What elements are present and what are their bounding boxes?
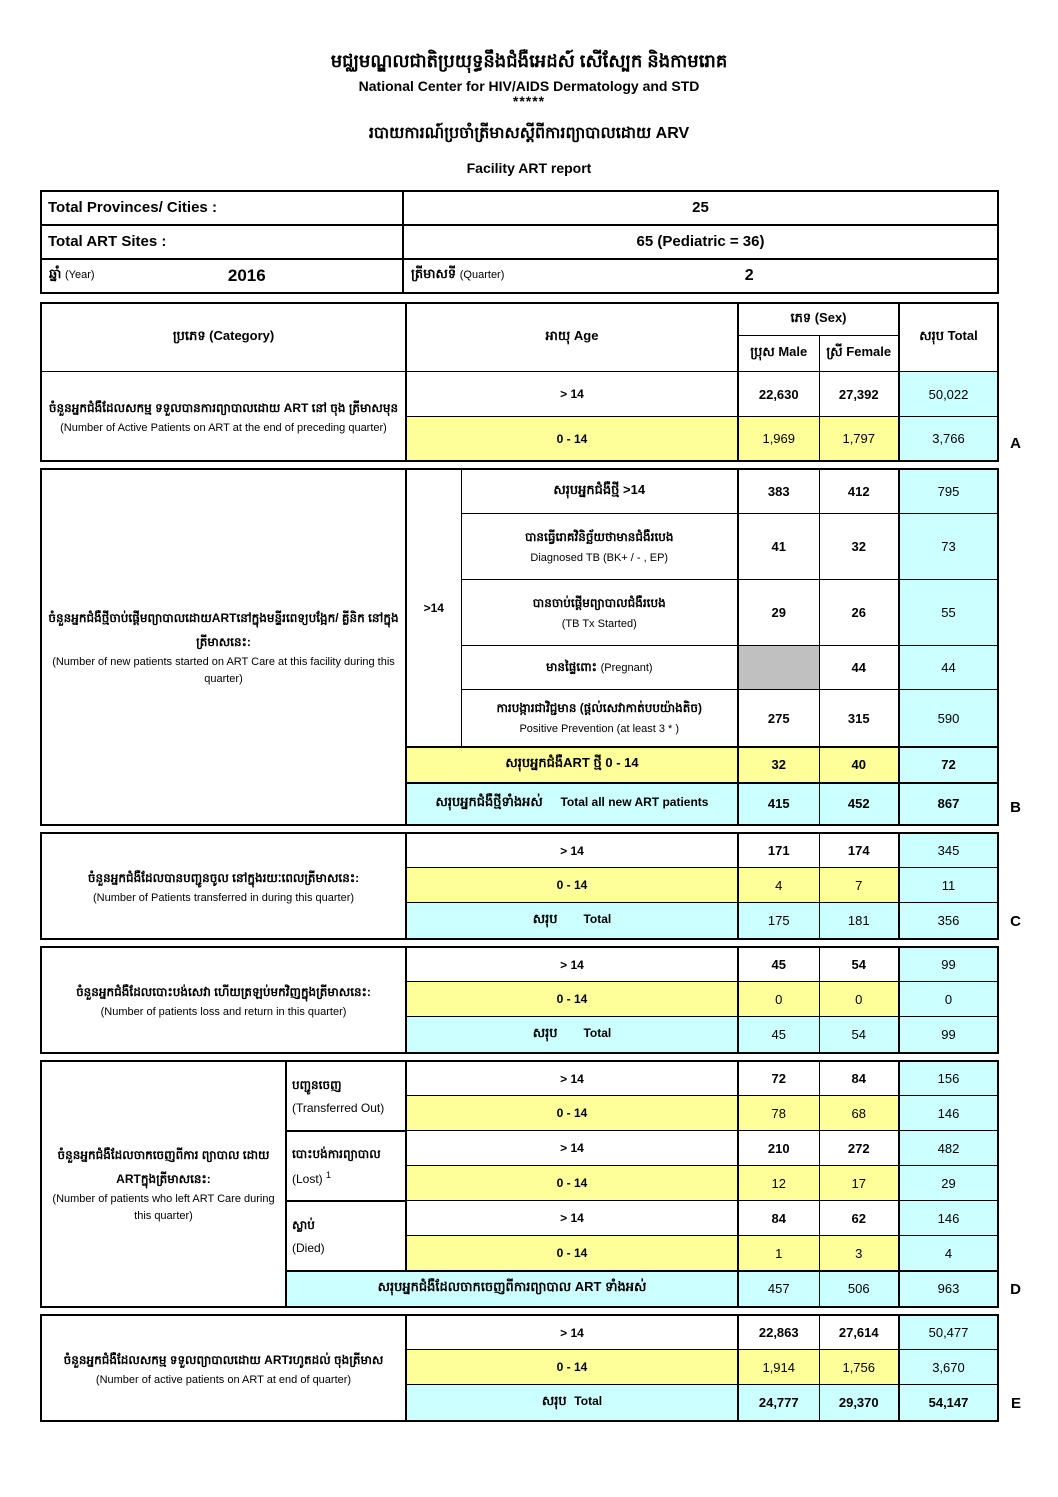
d-lost-under14-male: 12 xyxy=(738,1166,819,1201)
b-new-over14-female: 412 xyxy=(819,469,899,514)
d-died-label xyxy=(286,1201,406,1271)
report-title-khmer: របាយការណ៍ប្រចាំត្រីមាសស្តីពីការព្យាបាលដោយ ARV xyxy=(368,124,690,142)
b-category-cell xyxy=(41,469,406,825)
d-lost-over14-total: 482 xyxy=(899,1131,998,1166)
b-tb-diagnosed-male: 41 xyxy=(738,514,819,580)
d-category-khmer: ចំនួនអ្នកជំងឺដែលចាកចេញពីការ ព្យាបាល ដោយ ARTក្នុងត្រីមាសនេះ: xyxy=(57,1148,270,1187)
b-positive-prevention-label xyxy=(461,690,738,747)
loss-return-table xyxy=(40,946,999,1054)
b-age-group-cell: >14 xyxy=(406,469,461,747)
a-under14-female: 1,797 xyxy=(819,417,899,461)
b-tb-diagnosed-khmer: បានធ្វើរោគវិនិច្ឆ័យថាមានជំងឺរបេង xyxy=(524,530,674,545)
e-under14-age: 0 - 14 xyxy=(406,1350,738,1385)
female-header: ស្រី Female xyxy=(819,336,899,372)
d-total-female: 506 xyxy=(819,1271,899,1307)
b-positive-prevention-khmer: ការបង្ការជាវិជ្ជមាន (ផ្តល់សេវាកាត់បបយ៉ាងតិច) xyxy=(496,701,703,716)
org-title-english: National Center for HIV/AIDS Dermatology and STD xyxy=(358,78,700,95)
lr-under14-age: 0 - 14 xyxy=(406,982,738,1017)
b-positive-prevention-male: 275 xyxy=(738,690,819,747)
b-tb-diagnosed-total: 73 xyxy=(899,514,998,580)
b-tb-started-male: 29 xyxy=(738,580,819,646)
category-header: ប្រភេទ (Category) xyxy=(41,303,406,372)
b-total-male: 415 xyxy=(738,783,819,825)
divider-stars: ***** xyxy=(512,93,546,110)
d-transferred-under14-male: 78 xyxy=(738,1096,819,1131)
b-tb-started-khmer: បានចាប់ផ្តើមព្យាបាលជំងឺរបេង xyxy=(532,596,666,611)
d-died-over14-age: > 14 xyxy=(406,1201,738,1236)
sites-label: Total ART Sites : xyxy=(41,225,403,259)
d-total-total: 963 xyxy=(899,1271,998,1307)
quarter-value: 2 xyxy=(744,266,754,284)
d-transferred-out-english: (Transferred Out) xyxy=(292,1101,385,1116)
year-quarter-row xyxy=(41,259,998,293)
total-header: សរុប Total xyxy=(899,303,998,372)
section-d-left-art-care xyxy=(40,1060,1021,1308)
quarter-label-english: (Quarter) xyxy=(459,269,505,282)
c-total-label-khmer: សរុប xyxy=(532,911,558,927)
d-lost-under14-female: 17 xyxy=(819,1166,899,1201)
lr-category-english: (Number of patients loss and return in this quarter) xyxy=(100,1005,347,1018)
a-over14-male: 22,630 xyxy=(738,372,819,417)
section-a-marker: A xyxy=(1010,434,1021,452)
lr-total-label-khmer: សរុប xyxy=(532,1025,558,1041)
a-category-english: (Number of Active Patients on ART at the end of preceding quarter) xyxy=(60,421,387,434)
d-died-khmer: ស្លាប់ xyxy=(292,1217,315,1232)
b-tb-started-english: (TB Tx Started) xyxy=(561,617,637,630)
e-total-label xyxy=(406,1385,738,1421)
sites-value: 65 (Pediatric = 36) xyxy=(403,225,998,259)
b-category-english: (Number of new patients started on ART Care at this facility during this quarter) xyxy=(52,656,395,685)
a-under14-male: 1,969 xyxy=(738,417,819,461)
e-total-label-khmer: សរុប xyxy=(541,1393,567,1409)
section-e-active-end xyxy=(40,1314,1021,1422)
a-over14-age: > 14 xyxy=(406,372,738,417)
e-over14-female: 27,614 xyxy=(819,1315,899,1350)
e-category-cell xyxy=(41,1315,406,1421)
d-died-under14-total: 4 xyxy=(899,1236,998,1271)
d-lost-over14-male: 210 xyxy=(738,1131,819,1166)
section-b-new-patients xyxy=(40,468,1021,826)
quarter-cell xyxy=(403,259,998,293)
c-over14-male: 171 xyxy=(738,833,819,868)
d-lost-under14-age: 0 - 14 xyxy=(406,1166,738,1201)
e-under14-total: 3,670 xyxy=(899,1350,998,1385)
c-under14-female: 7 xyxy=(819,868,899,903)
lr-over14-age: > 14 xyxy=(406,947,738,982)
b-positive-prevention-total: 590 xyxy=(899,690,998,747)
e-total-label-english: Total xyxy=(574,1394,603,1409)
provinces-row xyxy=(41,191,998,225)
d-transferred-out-label xyxy=(286,1061,406,1131)
quarter-label-khmer: ត្រីមាសទី xyxy=(411,266,457,282)
c-under14-male: 4 xyxy=(738,868,819,903)
b-total-label-english: Total all new ART patients xyxy=(560,795,709,810)
d-category-english: (Number of patients who left ART Care during this quarter) xyxy=(52,1193,275,1222)
section-c-marker: C xyxy=(1010,912,1021,930)
section-b-table xyxy=(40,468,999,826)
provinces-label: Total Provinces/ Cities : xyxy=(41,191,403,225)
provinces-value: 25 xyxy=(403,191,998,225)
b-tb-diagnosed-female: 32 xyxy=(819,514,899,580)
e-under14-male: 1,914 xyxy=(738,1350,819,1385)
e-total-male: 24,777 xyxy=(738,1385,819,1421)
c-total-total: 356 xyxy=(899,903,998,939)
d-transferred-under14-total: 146 xyxy=(899,1096,998,1131)
b-new-under14-female: 40 xyxy=(819,747,899,783)
b-pregnant-total: 44 xyxy=(899,646,998,690)
d-died-under14-male: 1 xyxy=(738,1236,819,1271)
lr-over14-total: 99 xyxy=(899,947,998,982)
year-value: 2016 xyxy=(227,265,266,285)
d-died-over14-male: 84 xyxy=(738,1201,819,1236)
a-category-khmer: ចំនួនអ្នកជំងឺដែលសកម្ម ទទួលបានការព្យាបាលដោយ ART នៅ ចុង ត្រីមាសមុន xyxy=(48,400,399,415)
d-total-male: 457 xyxy=(738,1271,819,1307)
b-tb-started-total: 55 xyxy=(899,580,998,646)
d-lost-khmer: បោះបង់ការព្យាបាល xyxy=(292,1146,381,1161)
d-lost-over14-female: 272 xyxy=(819,1131,899,1166)
section-loss-return xyxy=(40,946,997,1054)
a-under14-total: 3,766 xyxy=(899,417,998,461)
section-a-active-start xyxy=(40,302,1021,462)
male-header: ប្រុស Male xyxy=(738,336,819,372)
year-cell xyxy=(41,259,403,293)
a-over14-female: 27,392 xyxy=(819,372,899,417)
info-table xyxy=(40,190,999,294)
lr-total-total: 99 xyxy=(899,1017,998,1053)
d-transferred-under14-female: 68 xyxy=(819,1096,899,1131)
section-c-table xyxy=(40,832,999,940)
c-total-label xyxy=(406,903,738,939)
b-tb-diagnosed-label xyxy=(461,514,738,580)
section-b-marker: B xyxy=(1010,798,1021,816)
lr-total-female: 54 xyxy=(819,1017,899,1053)
b-new-over14-male: 383 xyxy=(738,469,819,514)
d-died-under14-female: 3 xyxy=(819,1236,899,1271)
c-total-female: 181 xyxy=(819,903,899,939)
d-transferred-out-khmer: បញ្ជូនចេញ xyxy=(292,1077,342,1092)
d-transferred-over14-total: 156 xyxy=(899,1061,998,1096)
e-over14-age: > 14 xyxy=(406,1315,738,1350)
b-category-khmer: ចំនួនអ្នកជំងឺថ្មីចាប់ផ្តើមព្យាបាលដោយARTនៅក្នុងមន្ទីរពេទ្យបង្អែក/ គ្លីនិក នៅក្នុងត្រីមាសនេះ: xyxy=(48,611,399,650)
d-transferred-under14-age: 0 - 14 xyxy=(406,1096,738,1131)
lr-over14-row xyxy=(41,947,998,982)
d-lost-under14-total: 29 xyxy=(899,1166,998,1201)
c-under14-total: 11 xyxy=(899,868,998,903)
b-new-under14-label: សរុបអ្នកជំងឺART ថ្មី 0 - 14 xyxy=(406,747,738,783)
sex-header: ភេទ (Sex) xyxy=(738,303,899,336)
org-title-khmer: មជ្ឈមណ្ឌលជាតិប្រយុទ្ធនឹងជំងឺអេដស៍ សើស្បែក និងកាមរោគ xyxy=(330,51,728,71)
e-under14-female: 1,756 xyxy=(819,1350,899,1385)
e-over14-male: 22,863 xyxy=(738,1315,819,1350)
section-c-transferred-in xyxy=(40,832,1021,940)
b-new-under14-total: 72 xyxy=(899,747,998,783)
d-died-english: (Died) xyxy=(292,1241,325,1256)
b-pregnant-english: (Pregnant) xyxy=(600,662,653,675)
c-total-label-english: Total xyxy=(583,912,612,927)
b-positive-prevention-english: Positive Prevention (at least 3 * ) xyxy=(519,723,680,736)
b-pregnant-label xyxy=(461,646,738,690)
c-over14-row xyxy=(41,833,998,868)
b-pregnant-khmer: មានផ្ទៃពោះ xyxy=(545,660,597,675)
b-pregnant-female: 44 xyxy=(819,646,899,690)
sites-row xyxy=(41,225,998,259)
a-under14-age: 0 - 14 xyxy=(406,417,738,461)
e-total-total: 54,147 xyxy=(899,1385,998,1421)
lr-under14-male: 0 xyxy=(738,982,819,1017)
header-row-1 xyxy=(41,303,998,336)
d-lost-over14-age: > 14 xyxy=(406,1131,738,1166)
c-over14-female: 174 xyxy=(819,833,899,868)
c-total-male: 175 xyxy=(738,903,819,939)
b-new-under14-male: 32 xyxy=(738,747,819,783)
year-label-english: (Year) xyxy=(65,269,95,282)
b-pregnant-male-blocked-cell xyxy=(738,646,819,690)
d-lost-footnote-marker: 1 xyxy=(326,1170,332,1181)
section-d-marker: D xyxy=(1010,1280,1021,1298)
b-tb-started-female: 26 xyxy=(819,580,899,646)
c-category-cell xyxy=(41,833,406,939)
c-over14-total: 345 xyxy=(899,833,998,868)
b-total-label xyxy=(406,783,738,825)
lr-over14-female: 54 xyxy=(819,947,899,982)
lr-under14-total: 0 xyxy=(899,982,998,1017)
e-over14-row xyxy=(41,1315,998,1350)
d-transferred-over14-female: 84 xyxy=(819,1061,899,1096)
d-lost-label xyxy=(286,1131,406,1201)
document-header xyxy=(0,0,1058,176)
e-over14-total: 50,477 xyxy=(899,1315,998,1350)
section-d-table xyxy=(40,1060,999,1308)
report-title-english: Facility ART report xyxy=(466,159,592,176)
b-total-total: 867 xyxy=(899,783,998,825)
a-over14-total: 50,022 xyxy=(899,372,998,417)
b-new-over14-total: 795 xyxy=(899,469,998,514)
e-category-khmer: ចំនួនអ្នកជំងឺដែលសកម្ម ទទួលព្យាបាលដោយ ARTរហូតដល់ ចុងត្រីមាស xyxy=(63,1352,384,1367)
lr-total-label-english: Total xyxy=(583,1026,612,1041)
d-died-under14-age: 0 - 14 xyxy=(406,1236,738,1271)
e-category-english: (Number of active patients on ART at end of quarter) xyxy=(95,1373,352,1386)
b-tb-diagnosed-english: Diagnosed TB (BK+ / - , EP) xyxy=(530,551,669,564)
d-died-over14-total: 146 xyxy=(899,1201,998,1236)
c-category-khmer: ចំនួនអ្នកជំងឺដែលបានបញ្ជូនចូល នៅក្នុងរយៈពេលត្រីមាសនេះ: xyxy=(87,870,360,885)
b-tb-started-label xyxy=(461,580,738,646)
d-died-over14-female: 62 xyxy=(819,1201,899,1236)
main-table-header-and-a xyxy=(40,302,999,462)
d-transferred-over14-row xyxy=(41,1061,998,1096)
c-under14-age: 0 - 14 xyxy=(406,868,738,903)
a-category-cell xyxy=(41,372,406,461)
report-body xyxy=(40,190,1021,1422)
lr-under14-female: 0 xyxy=(819,982,899,1017)
b-new-over14-row xyxy=(41,469,998,514)
a-over14-row xyxy=(41,372,998,417)
e-total-female: 29,370 xyxy=(819,1385,899,1421)
b-positive-prevention-female: 315 xyxy=(819,690,899,747)
c-category-english: (Number of Patients transferred in during this quarter) xyxy=(92,891,355,904)
d-lost-english: (Lost) $^1$ xyxy=(292,1170,332,1187)
info-section xyxy=(40,190,997,294)
lr-over14-male: 45 xyxy=(738,947,819,982)
d-category-cell xyxy=(41,1061,286,1307)
section-e-table xyxy=(40,1314,999,1422)
lr-total-label xyxy=(406,1017,738,1053)
b-new-over14-label: សរុបអ្នកជំងឺថ្មី >14 xyxy=(461,469,738,514)
b-total-female: 452 xyxy=(819,783,899,825)
d-transferred-over14-male: 72 xyxy=(738,1061,819,1096)
lr-total-male: 45 xyxy=(738,1017,819,1053)
d-total-label: សរុបអ្នកជំងឺដែលចាកចេញពីការព្យាបាល ART ទាំងអស់ xyxy=(286,1271,738,1307)
lr-category-khmer: ចំនួនអ្នកជំងឺដែលបោះបង់សេវា ហើយត្រឡប់មកវិញក្នុងត្រីមាសនេះ: xyxy=(76,984,371,999)
lr-category-cell xyxy=(41,947,406,1053)
section-e-marker: E xyxy=(1010,1394,1021,1412)
b-total-label-khmer: សរុបអ្នកជំងឺថ្មីទាំងអស់ xyxy=(435,794,543,810)
year-label-khmer: ឆ្នាំ xyxy=(49,266,62,282)
age-header: អាយុ Age xyxy=(406,303,738,372)
c-over14-age: > 14 xyxy=(406,833,738,868)
d-transferred-over14-age: > 14 xyxy=(406,1061,738,1096)
